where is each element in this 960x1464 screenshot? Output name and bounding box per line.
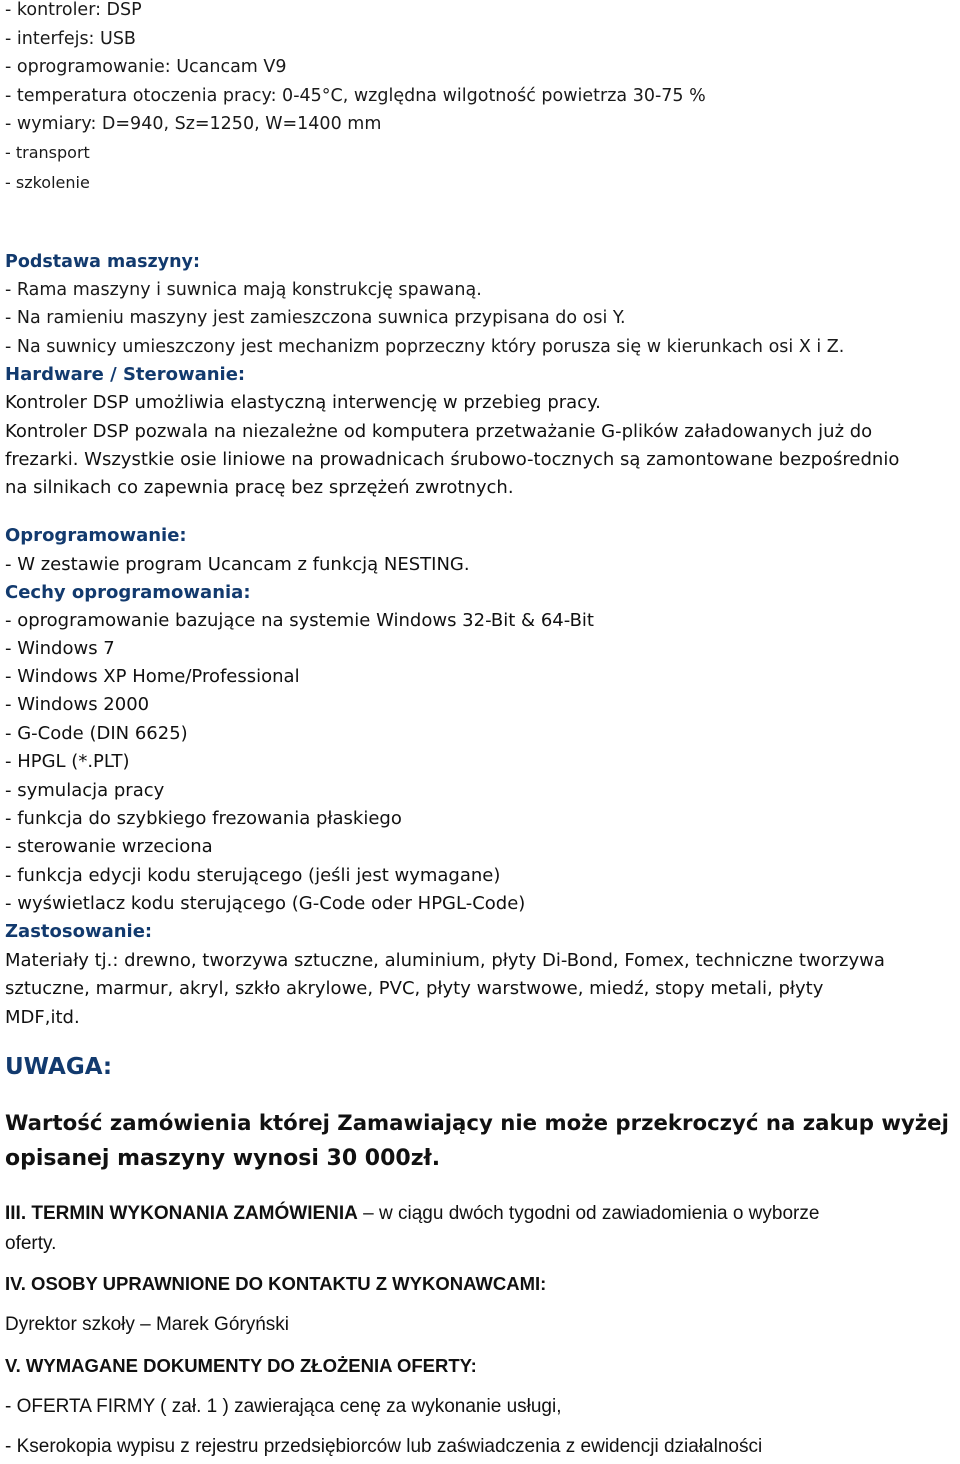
spec-item: - szkolenie [5,173,90,192]
feature-item: - Windows 2000 [5,694,150,715]
feature-item: - symulacja pracy [5,780,165,801]
contact-line: Dyrektor szkoły – Marek Góryński [5,1314,290,1335]
feature-item: - Windows 7 [5,638,115,659]
software-heading: Oprogramowanie: [5,525,187,546]
spec-item: - wymiary: D=940, Sz=1250, W=1400 mm [5,114,382,134]
feature-item: - Windows XP Home/Professional [5,666,300,687]
feature-item: - wyświetlacz kodu sterującego (G-Code oder HPGL-Code) [5,893,526,914]
contact-heading: IV. OSOBY UPRAWNIONE DO KONTAKTU Z WYKONAWCAMI: [5,1273,547,1294]
documents-heading: V. WYMAGANE DOKUMENTY DO ZŁOŻENIA OFERTY: [5,1355,477,1376]
term-text: – w ciągu dwóch tygodni od zawiadomienia o wyborze [357,1203,820,1224]
base-item: - Rama maszyny i suwnica mają konstrukcję spawaną. [5,280,482,300]
base-item: - Na ramieniu maszyny jest zamieszczona suwnica przypisana do osi Y. [5,308,626,328]
base-item: - Na suwnicy umieszczony jest mechanizm poprzeczny który porusza się w kierunkach osi X i Z. [5,337,845,357]
document-item: - OFERTA FIRMY ( zał. 1 ) zawierająca cenę za wykonanie usługi, [5,1396,562,1417]
warning-line: opisanej maszyny wynosi 30 000zł. [5,1146,441,1171]
spec-item: - interfejs: USB [5,29,136,49]
hardware-line: frezarki. Wszystkie osie liniowe na prowadnicach śrubowo-tocznych są zamontowane bezpośrednio [5,449,900,470]
term-line [5,1203,819,1225]
feature-item: - HPGL (*.PLT) [5,751,130,772]
usage-heading: Zastosowanie: [5,921,153,942]
term-line2: oferty. [5,1233,57,1254]
hardware-line: na silnikach co zapewnia pracę bez sprzężeń zwrotnych. [5,477,514,498]
features-heading: Cechy oprogramowania: [5,582,251,603]
usage-line: Materiały tj.: drewno, tworzywa sztuczne, aluminium, płyty Di-Bond, Fomex, techniczne tworzywa [5,950,885,971]
spec-item: - transport [5,143,90,162]
software-line: - W zestawie program Ucancam z funkcją NESTING. [5,554,470,575]
usage-line: MDF,itd. [5,1007,80,1028]
feature-item: - G-Code (DIN 6625) [5,723,188,744]
feature-item: - oprogramowanie bazujące na systemie Windows 32-Bit & 64-Bit [5,610,594,631]
feature-item: - sterowanie wrzeciona [5,836,213,857]
hardware-heading: Hardware / Sterowanie: [5,364,246,385]
warning-heading: UWAGA: [5,1054,113,1080]
hardware-line: Kontroler DSP pozwala na niezależne od komputera przetważanie G-plików załadowanych już do [5,421,873,442]
spec-item: - temperatura otoczenia pracy: 0-45°C, względna wilgotność powietrza 30-75 % [5,86,706,106]
base-heading: Podstawa maszyny: [5,252,200,272]
usage-line: sztuczne, marmur, akryl, szkło akrylowe, PVC, płyty warstwowe, miedź, stopy metali, płyty [5,978,824,999]
term-heading: III. TERMIN WYKONANIA ZAMÓWIENIA [5,1203,358,1224]
hardware-line: Kontroler DSP umożliwia elastyczną interwencję w przebieg pracy. [5,392,601,413]
document-item: - Kserokopia wypisu z rejestru przedsiębiorców lub zaświadczenia z ewidencji działalności [5,1436,763,1457]
feature-item: - funkcja edycji kodu sterującego (jeśli jest wymagane) [5,865,501,886]
feature-item: - funkcja do szybkiego frezowania płaskiego [5,808,402,829]
spec-item: - oprogramowanie: Ucancam V9 [5,57,287,77]
spec-item: - kontroler: DSP [5,0,142,20]
warning-line: Wartość zamówienia której Zamawiający nie może przekroczyć na zakup wyżej [5,1111,949,1136]
